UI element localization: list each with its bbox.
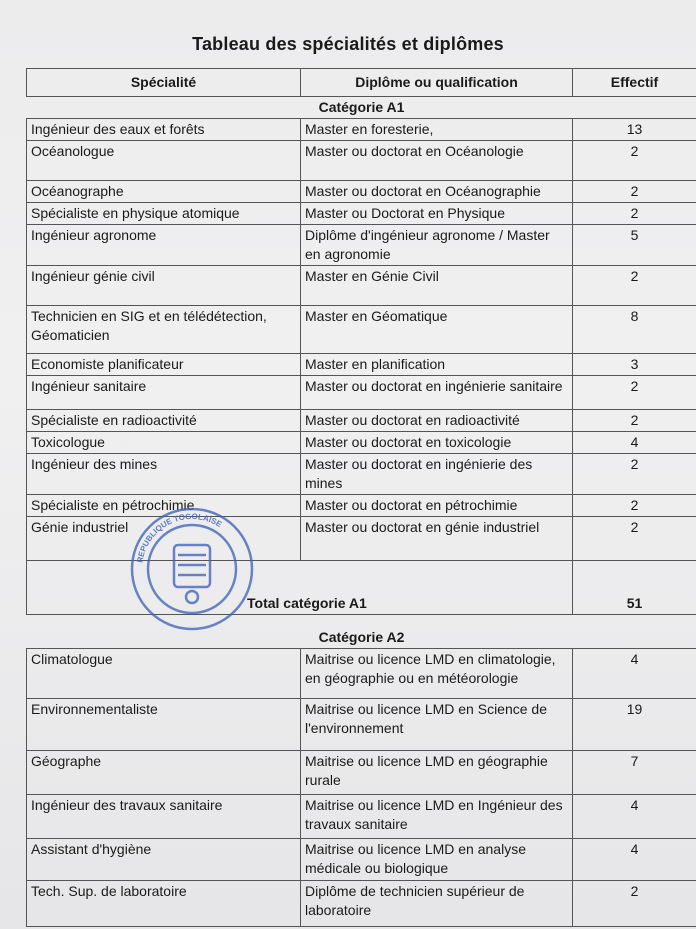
category-label: Catégorie A1 xyxy=(27,97,696,119)
cell-specialite: Climatologue xyxy=(27,649,301,699)
cell-diplome: Master en planification xyxy=(301,354,573,376)
table-row xyxy=(27,181,696,203)
cell-diplome: Master ou doctorat en pétrochimie xyxy=(301,495,573,517)
cell-specialite: Tech. Sup. de laboratoire xyxy=(27,881,301,927)
cell-specialite: Technicien en SIG et en télédétection, Géomaticien xyxy=(27,306,301,354)
table-row xyxy=(27,203,696,225)
total-value: 51 xyxy=(573,561,696,615)
official-stamp xyxy=(128,505,256,633)
cell-diplome: Master ou doctorat en Océanologie xyxy=(301,141,573,181)
cell-specialite: Environnementaliste xyxy=(27,699,301,751)
cell-specialite: Ingénieur des mines xyxy=(27,454,301,495)
cell-specialite: Assistant d'hygiène xyxy=(27,839,301,881)
category-row-a2 xyxy=(27,615,696,649)
table-row xyxy=(27,699,696,751)
cell-effectif: 7 xyxy=(573,751,696,795)
cell-specialite: Toxicologue xyxy=(27,432,301,454)
cell-diplome: Master ou Doctorat en Physique xyxy=(301,203,573,225)
cell-effectif: 2 xyxy=(573,881,696,927)
total-label: Total catégorie A1 xyxy=(27,561,573,615)
cell-diplome: Diplôme d'ingénieur agronome / Master en agronomie xyxy=(301,225,573,266)
cell-effectif: 2 xyxy=(573,454,696,495)
table-row xyxy=(27,795,696,839)
table-row xyxy=(27,432,696,454)
cell-specialite: Ingénieur génie civil xyxy=(27,266,301,306)
cell-effectif: 5 xyxy=(573,225,696,266)
cell-diplome: Master en foresterie, xyxy=(301,119,573,141)
table-row xyxy=(27,517,696,561)
table-row xyxy=(27,266,696,306)
cell-effectif: 2 xyxy=(573,141,696,181)
cell-effectif: 4 xyxy=(573,432,696,454)
cell-diplome: Maitrise ou licence LMD en Ingénieur des travaux sanitaire xyxy=(301,795,573,839)
cell-specialite: Spécialiste en pétrochimie xyxy=(27,495,301,517)
cell-specialite: Ingénieur sanitaire xyxy=(27,376,301,410)
table-row xyxy=(27,881,696,927)
header-specialite: Spécialité xyxy=(27,69,301,97)
table-row xyxy=(27,376,696,410)
cell-diplome: Maitrise ou licence LMD en analyse médicale ou biologique xyxy=(301,839,573,881)
cell-effectif: 13 xyxy=(573,119,696,141)
cell-diplome: Master ou doctorat en ingénierie sanitaire xyxy=(301,376,573,410)
cell-diplome: Master ou doctorat en ingénierie des mines xyxy=(301,454,573,495)
specialites-table xyxy=(26,68,696,927)
cell-specialite: Economiste planificateur xyxy=(27,354,301,376)
cell-diplome: Master en Génie Civil xyxy=(301,266,573,306)
cell-effectif: 2 xyxy=(573,495,696,517)
cell-diplome: Master ou doctorat en radioactivité xyxy=(301,410,573,432)
cell-effectif: 4 xyxy=(573,795,696,839)
cell-specialite: Ingénieur des eaux et forêts xyxy=(27,119,301,141)
table-row xyxy=(27,306,696,354)
cell-specialite: Génie industriel xyxy=(27,517,301,561)
table-row xyxy=(27,649,696,699)
table-row xyxy=(27,410,696,432)
cell-effectif: 2 xyxy=(573,376,696,410)
cell-specialite: Spécialiste en physique atomique xyxy=(27,203,301,225)
cell-diplome: Master en Géomatique xyxy=(301,306,573,354)
page-title: Tableau des spécialités et diplômes xyxy=(192,34,504,54)
table-header-row xyxy=(27,69,696,97)
cell-effectif: 4 xyxy=(573,649,696,699)
cell-effectif: 2 xyxy=(573,517,696,561)
header-effectif: Effectif xyxy=(573,69,696,97)
table-row xyxy=(27,119,696,141)
cell-effectif: 19 xyxy=(573,699,696,751)
svg-text:REPUBLIQUE TOGOLAISE: REPUBLIQUE TOGOLAISE xyxy=(135,511,224,564)
cell-diplome: Master ou doctorat en toxicologie xyxy=(301,432,573,454)
table-row xyxy=(27,454,696,495)
category-row-a1 xyxy=(27,97,696,119)
cell-effectif: 4 xyxy=(573,839,696,881)
cell-diplome: Master ou doctorat en Océanographie xyxy=(301,181,573,203)
cell-diplome: Maitrise ou licence LMD en climatologie, en géographie ou en météorologie xyxy=(301,649,573,699)
table-row xyxy=(27,354,696,376)
table-row xyxy=(27,141,696,181)
header-diplome: Diplôme ou qualification xyxy=(301,69,573,97)
cell-diplome: Maitrise ou licence LMD en Science de l'environnement xyxy=(301,699,573,751)
table-row xyxy=(27,225,696,266)
cell-diplome: Diplôme de technicien supérieur de laboratoire xyxy=(301,881,573,927)
cell-specialite: Océanologue xyxy=(27,141,301,181)
cell-specialite: Ingénieur agronome xyxy=(27,225,301,266)
table-row xyxy=(27,495,696,517)
cell-diplome: Maitrise ou licence LMD en géographie rurale xyxy=(301,751,573,795)
cell-effectif: 2 xyxy=(573,410,696,432)
cell-effectif: 8 xyxy=(573,306,696,354)
table-row xyxy=(27,751,696,795)
cell-specialite: Spécialiste en radioactivité xyxy=(27,410,301,432)
total-row-a1 xyxy=(27,561,696,615)
cell-effectif: 2 xyxy=(573,181,696,203)
category-label: Catégorie A2 xyxy=(27,615,696,649)
table-row xyxy=(27,839,696,881)
cell-effectif: 3 xyxy=(573,354,696,376)
cell-specialite: Géographe xyxy=(27,751,301,795)
cell-effectif: 2 xyxy=(573,266,696,306)
cell-diplome: Master ou doctorat en génie industriel xyxy=(301,517,573,561)
cell-specialite: Ingénieur des travaux sanitaire xyxy=(27,795,301,839)
cell-specialite: Océanographe xyxy=(27,181,301,203)
cell-effectif: 2 xyxy=(573,203,696,225)
